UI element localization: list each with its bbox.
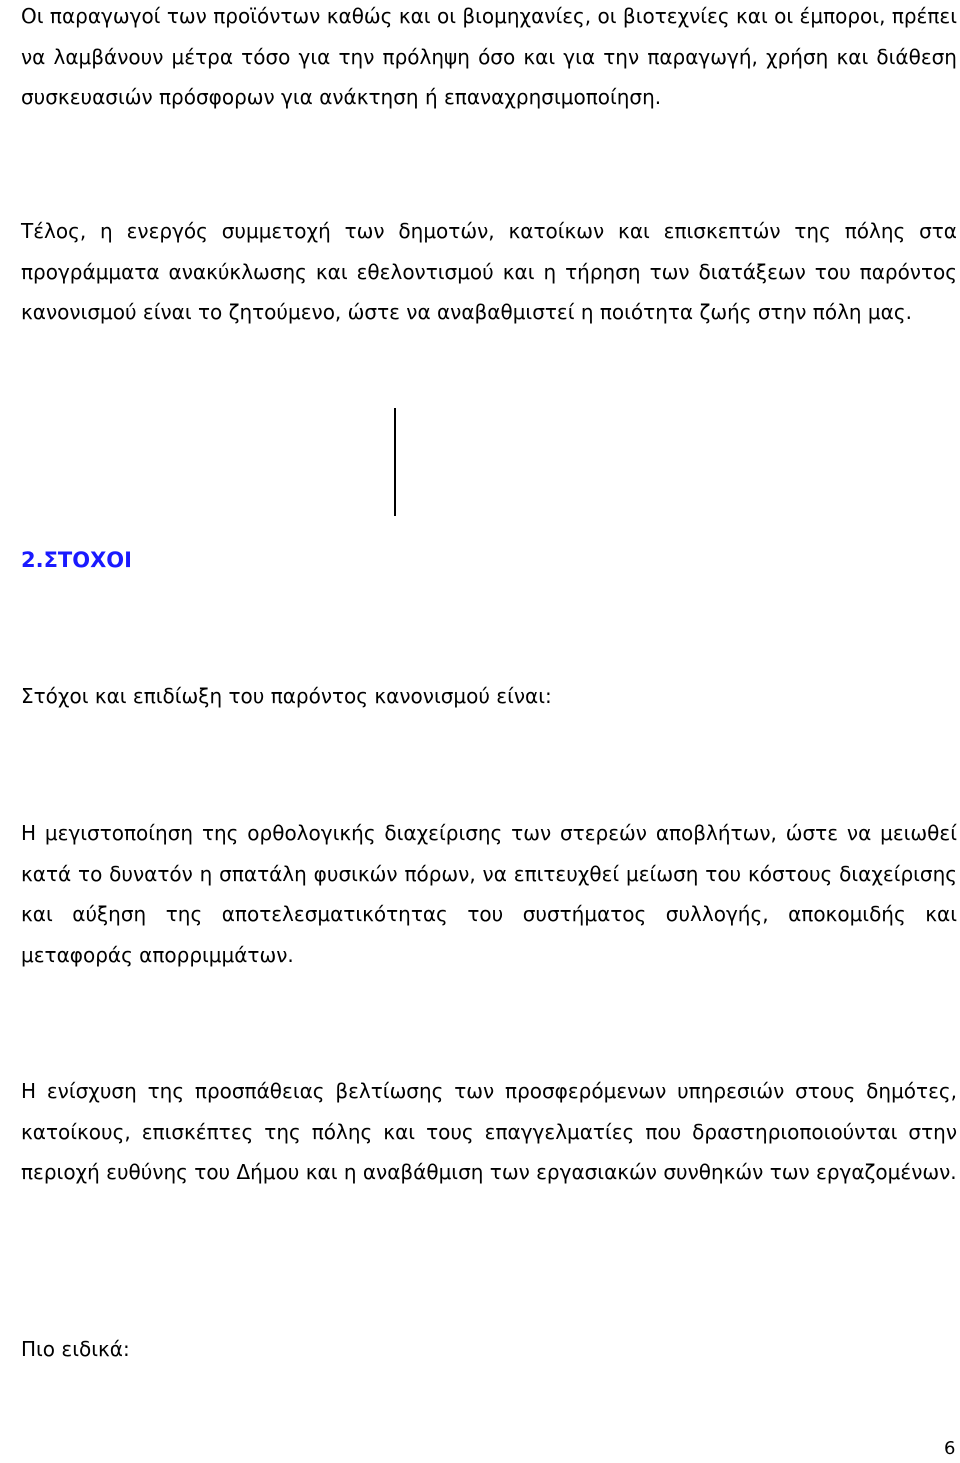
goal-paragraph-services: Η ενίσχυση της προσπάθειας βελτίωσης των προσφερόμενων υπηρεσιών στους δημότες, κατοίκους, επισκέπτες της πόλης και τους επαγγελματίες που δραστηριοποιούνται στην περιοχή ευθύνης του Δήμου και η αναβάθμιση των εργασιακών συνθηκών των εργαζομένων. [21,1079,957,1184]
goal-paragraph-waste-management: Η μεγιστοποίηση της ορθολογικής διαχείρισης των στερεών αποβλήτων, ώστε να μειωθεί κατά το δυνατόν η σπατάλη φυσικών πόρων, να επιτευχθεί μείωση του κόστους διαχείρισης και αύξηση της αποτελεσματικότητας του συστήματος συλλογής, αποκομιδής και μεταφοράς απορριμμάτων. [21,821,957,967]
goals-intro: Στόχοι και επιδίωξη του παρόντος κανονισμού είναι: [21,684,552,708]
paragraph-producers: Οι παραγωγοί των προϊόντων καθώς και οι βιομηχανίες, οι βιοτεχνίες και οι έμποροι, πρέπει να λαμβάνουν μέτρα τόσο για την πρόληψη όσο και για την παραγωγή, χρήση και διάθεση συσκευασιών πρόσφορων για ανάκτηση ή επαναχρησιμοποίηση. [21,4,957,109]
paragraph-participation: Τέλος, η ενεργός συμμετοχή των δημοτών, κατοίκων και επισκεπτών της πόλης στα προγράμματα ανακύκλωσης και εθελοντισμού και η τήρηση των διατάξεων του παρόντος κανονισμού είναι το ζητούμενο, ώστε να αναβαθμιστεί η ποιότητα ζωής στην πόλη μας. [21,219,957,324]
page-number: 6 [944,1438,956,1459]
vertical-bar-mark [394,408,396,516]
section-heading: 2.ΣΤΟΧΟΙ [21,548,132,572]
specifically-label: Πιο ειδικά: [21,1337,130,1361]
